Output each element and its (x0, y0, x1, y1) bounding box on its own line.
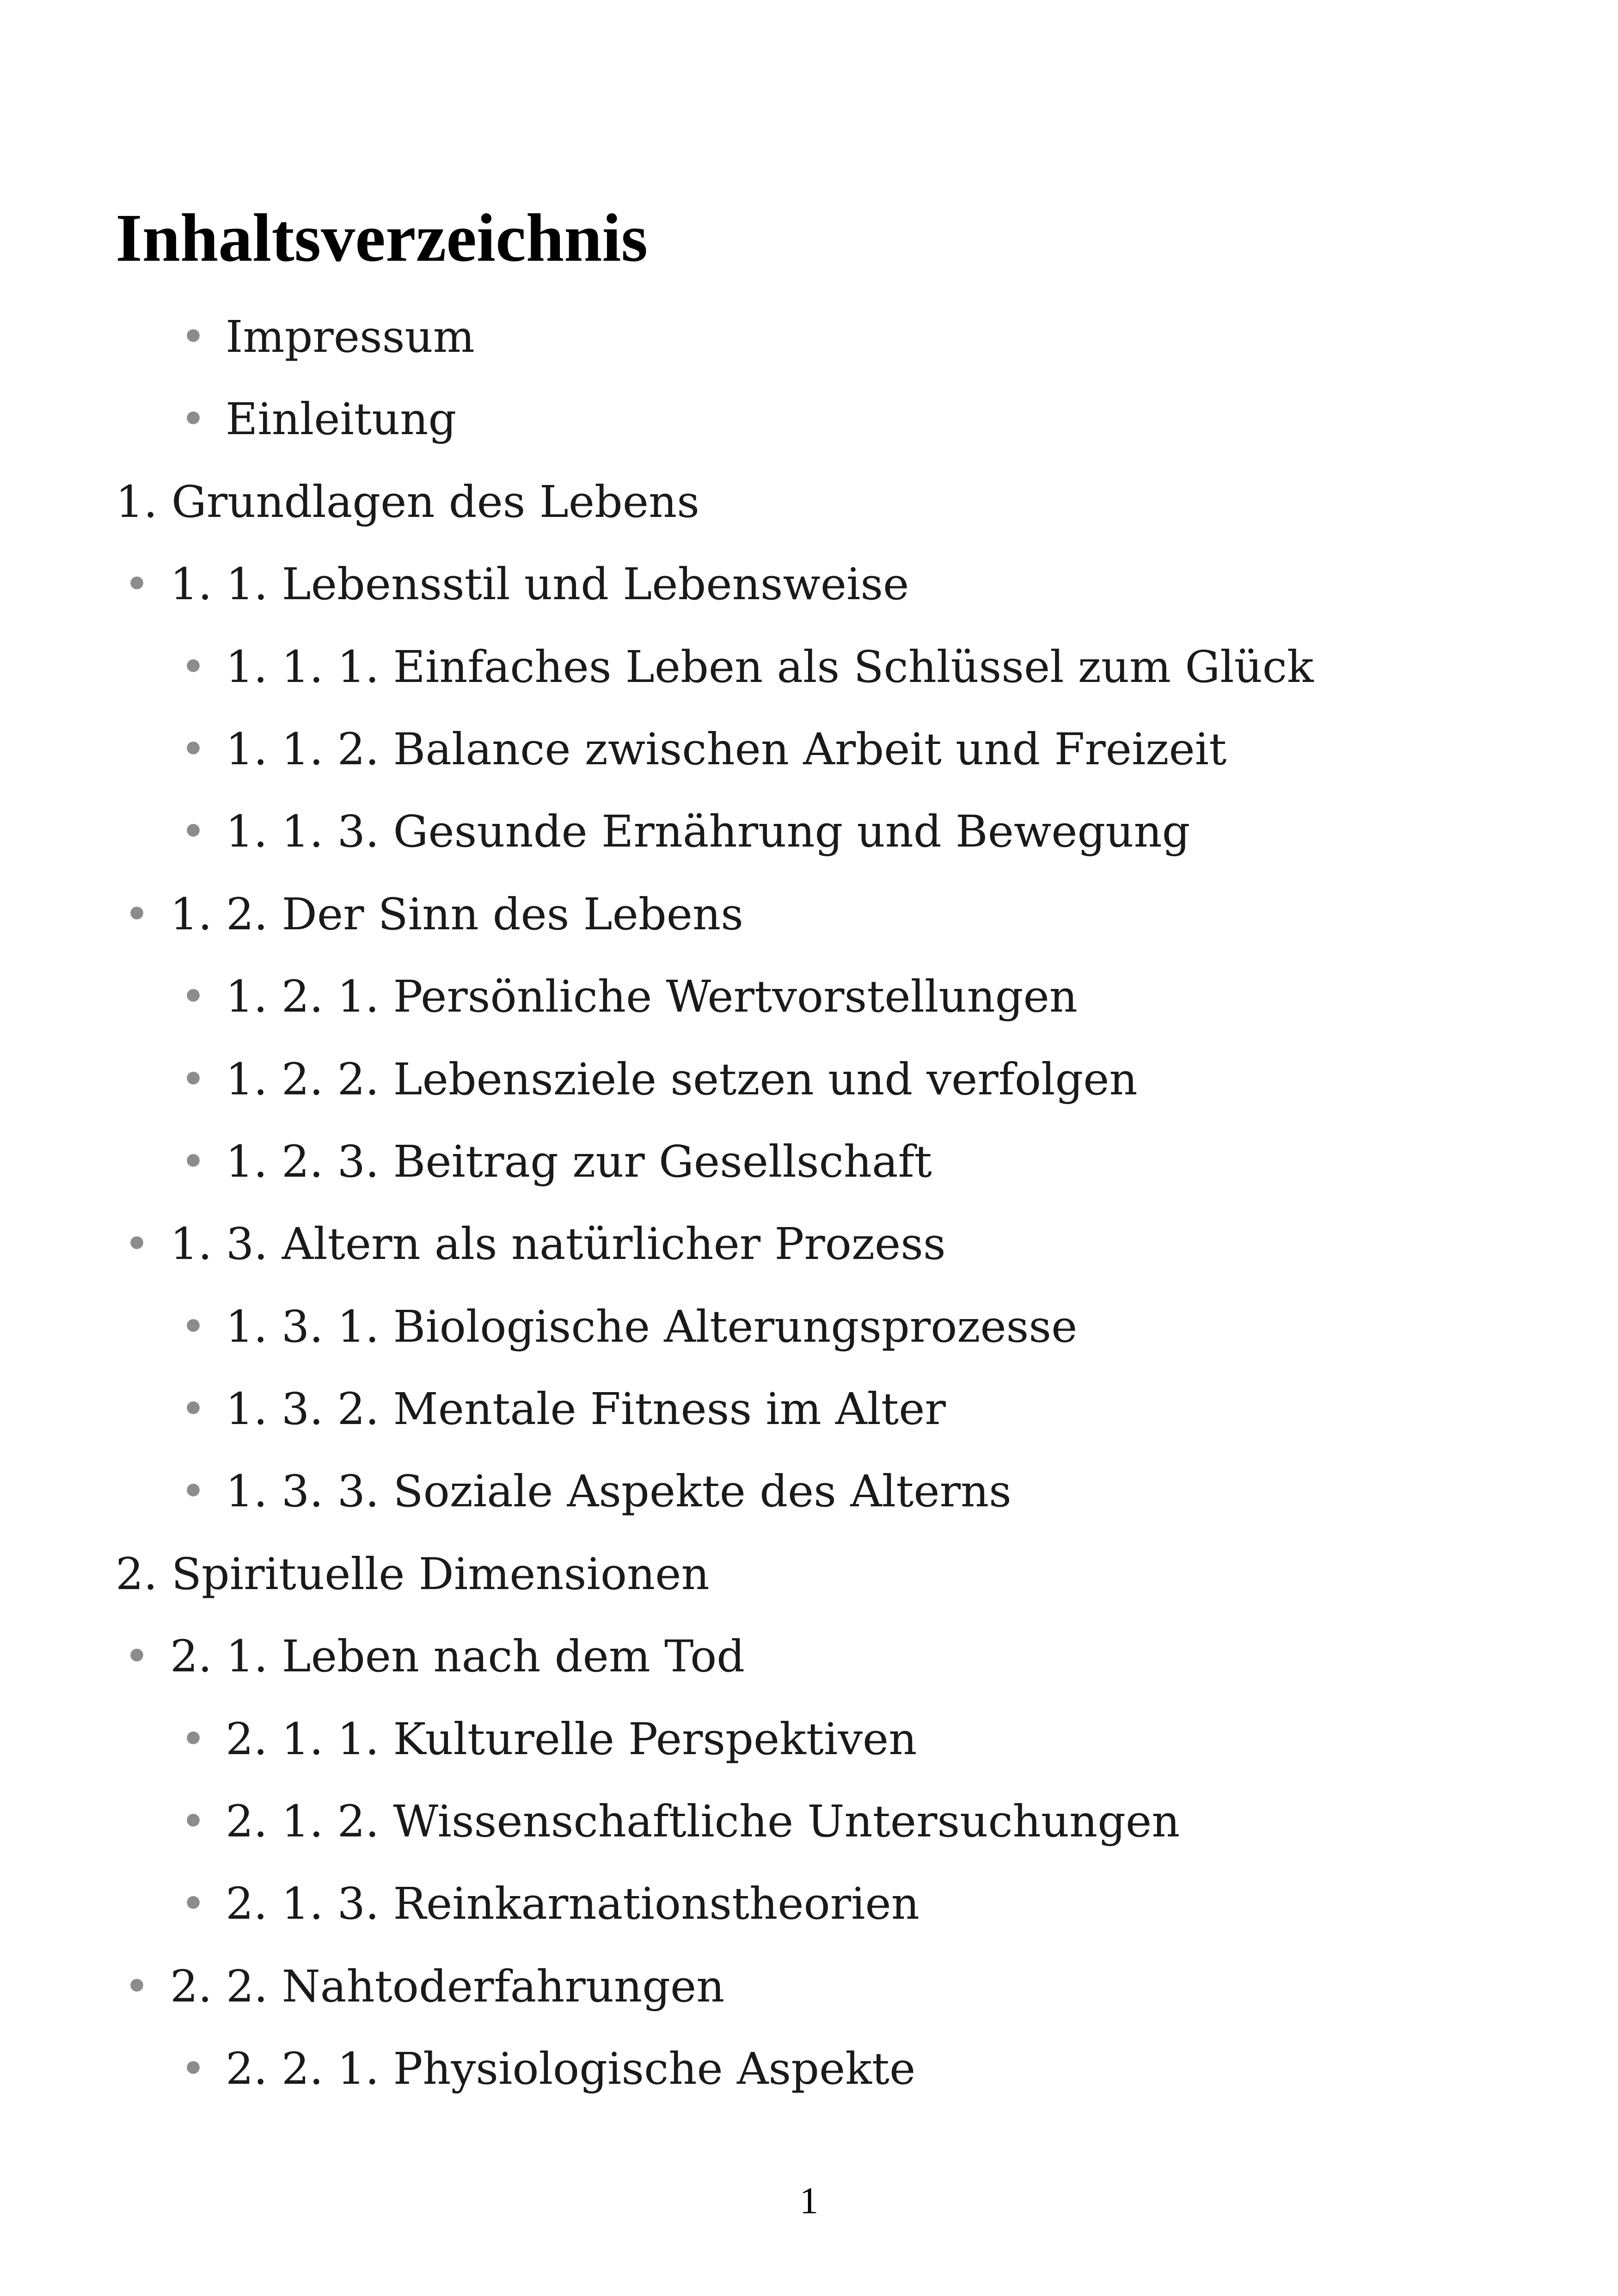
toc-entry-label: 1. 2. 2. Lebensziele setzen und verfolgen (226, 1054, 1138, 1105)
toc-entry[interactable] (0, 1863, 1618, 1945)
toc-entry[interactable] (0, 1450, 1618, 1533)
bullet-icon: • (180, 806, 207, 858)
bullet-icon: • (180, 971, 207, 1023)
toc-entry-label: 1. 1. 3. Gesunde Ernährung und Bewegung (226, 806, 1190, 858)
toc-entry[interactable] (0, 1368, 1618, 1450)
toc-entry[interactable] (0, 1615, 1618, 1698)
toc-entry-label: 1. 1. 2. Balance zwischen Arbeit und Freizeit (226, 724, 1227, 775)
toc-entry-label: 2. Spirituelle Dimensionen (116, 1548, 710, 1600)
toc-entry[interactable] (0, 1698, 1618, 1780)
bullet-icon: • (180, 312, 207, 362)
toc-entry-label: Einleitung (226, 394, 457, 445)
bullet-icon: • (180, 1879, 207, 1930)
toc-entry-label: 2. 1. Leben nach dem Tod (170, 1631, 745, 1682)
bullet-icon: • (180, 1054, 207, 1105)
toc-entry-label: 2. 1. 1. Kulturelle Perspektiven (226, 1713, 917, 1765)
toc-entry[interactable] (0, 461, 1618, 543)
toc-entry[interactable] (0, 1946, 1618, 2028)
toc-entry[interactable] (0, 296, 1618, 378)
bullet-icon: • (124, 1961, 150, 2012)
toc-entry-label: Impressum (226, 312, 475, 362)
bullet-icon: • (180, 1301, 207, 1352)
page-title: Inhaltsverzeichnis (116, 200, 648, 276)
toc-entry-label: 2. 2. Nahtoderfahrungen (170, 1961, 725, 2012)
toc-entry[interactable] (0, 2028, 1618, 2110)
page-number: 1 (799, 2179, 819, 2222)
bullet-icon: • (180, 724, 207, 775)
toc-entry-label: 1. 1. 1. Einfaches Leben als Schlüssel zum Glück (226, 641, 1314, 693)
toc-entry-label: 2. 1. 3. Reinkarnationstheorien (226, 1879, 919, 1930)
bullet-icon: • (180, 1136, 207, 1187)
toc-entry-label: 1. 3. 3. Soziale Aspekte des Alterns (226, 1466, 1011, 1517)
toc-entry-label: 2. 2. 1. Physiologische Aspekte (226, 2044, 916, 2095)
toc-entry[interactable] (0, 1286, 1618, 1368)
bullet-icon: • (124, 889, 150, 940)
toc-entry[interactable] (0, 1533, 1618, 1615)
bullet-icon: • (180, 1384, 207, 1435)
toc-entry-label: 2. 1. 2. Wissenschaftliche Untersuchungen (226, 1796, 1180, 1848)
toc-entry-label: 1. 2. 1. Persönliche Wertvorstellungen (226, 971, 1078, 1023)
toc-entry[interactable] (0, 543, 1618, 626)
toc-entry-label: 1. 1. Lebensstil und Lebensweise (170, 559, 909, 610)
toc-entry[interactable] (0, 1203, 1618, 1285)
toc-entry[interactable] (0, 1121, 1618, 1203)
toc-entry[interactable] (0, 378, 1618, 460)
bullet-icon: • (124, 1631, 150, 1682)
bullet-icon: • (124, 1219, 150, 1270)
bullet-icon: • (180, 1713, 207, 1765)
toc-entry[interactable] (0, 791, 1618, 873)
toc-entry[interactable] (0, 1780, 1618, 1863)
toc-entry-label: 1. 3. 1. Biologische Alterungsprozesse (226, 1301, 1078, 1352)
toc-entry[interactable] (0, 873, 1618, 956)
bullet-icon: • (180, 1796, 207, 1848)
toc-entry[interactable] (0, 956, 1618, 1038)
toc-entry[interactable] (0, 626, 1618, 708)
toc-entry-label: 1. 3. Altern als natürlicher Prozess (170, 1219, 946, 1270)
toc-entry-label: 1. Grundlagen des Lebens (116, 476, 700, 528)
bullet-icon: • (180, 394, 207, 445)
bullet-icon: • (180, 1466, 207, 1517)
bullet-icon: • (124, 559, 150, 610)
toc-list (0, 296, 1618, 2111)
bullet-icon: • (180, 641, 207, 693)
toc-entry-label: 1. 2. 3. Beitrag zur Gesellschaft (226, 1136, 932, 1187)
toc-entry-label: 1. 3. 2. Mentale Fitness im Alter (226, 1384, 946, 1435)
toc-entry[interactable] (0, 1038, 1618, 1121)
bullet-icon: • (180, 2044, 207, 2095)
toc-entry[interactable] (0, 708, 1618, 791)
toc-entry-label: 1. 2. Der Sinn des Lebens (170, 889, 743, 940)
